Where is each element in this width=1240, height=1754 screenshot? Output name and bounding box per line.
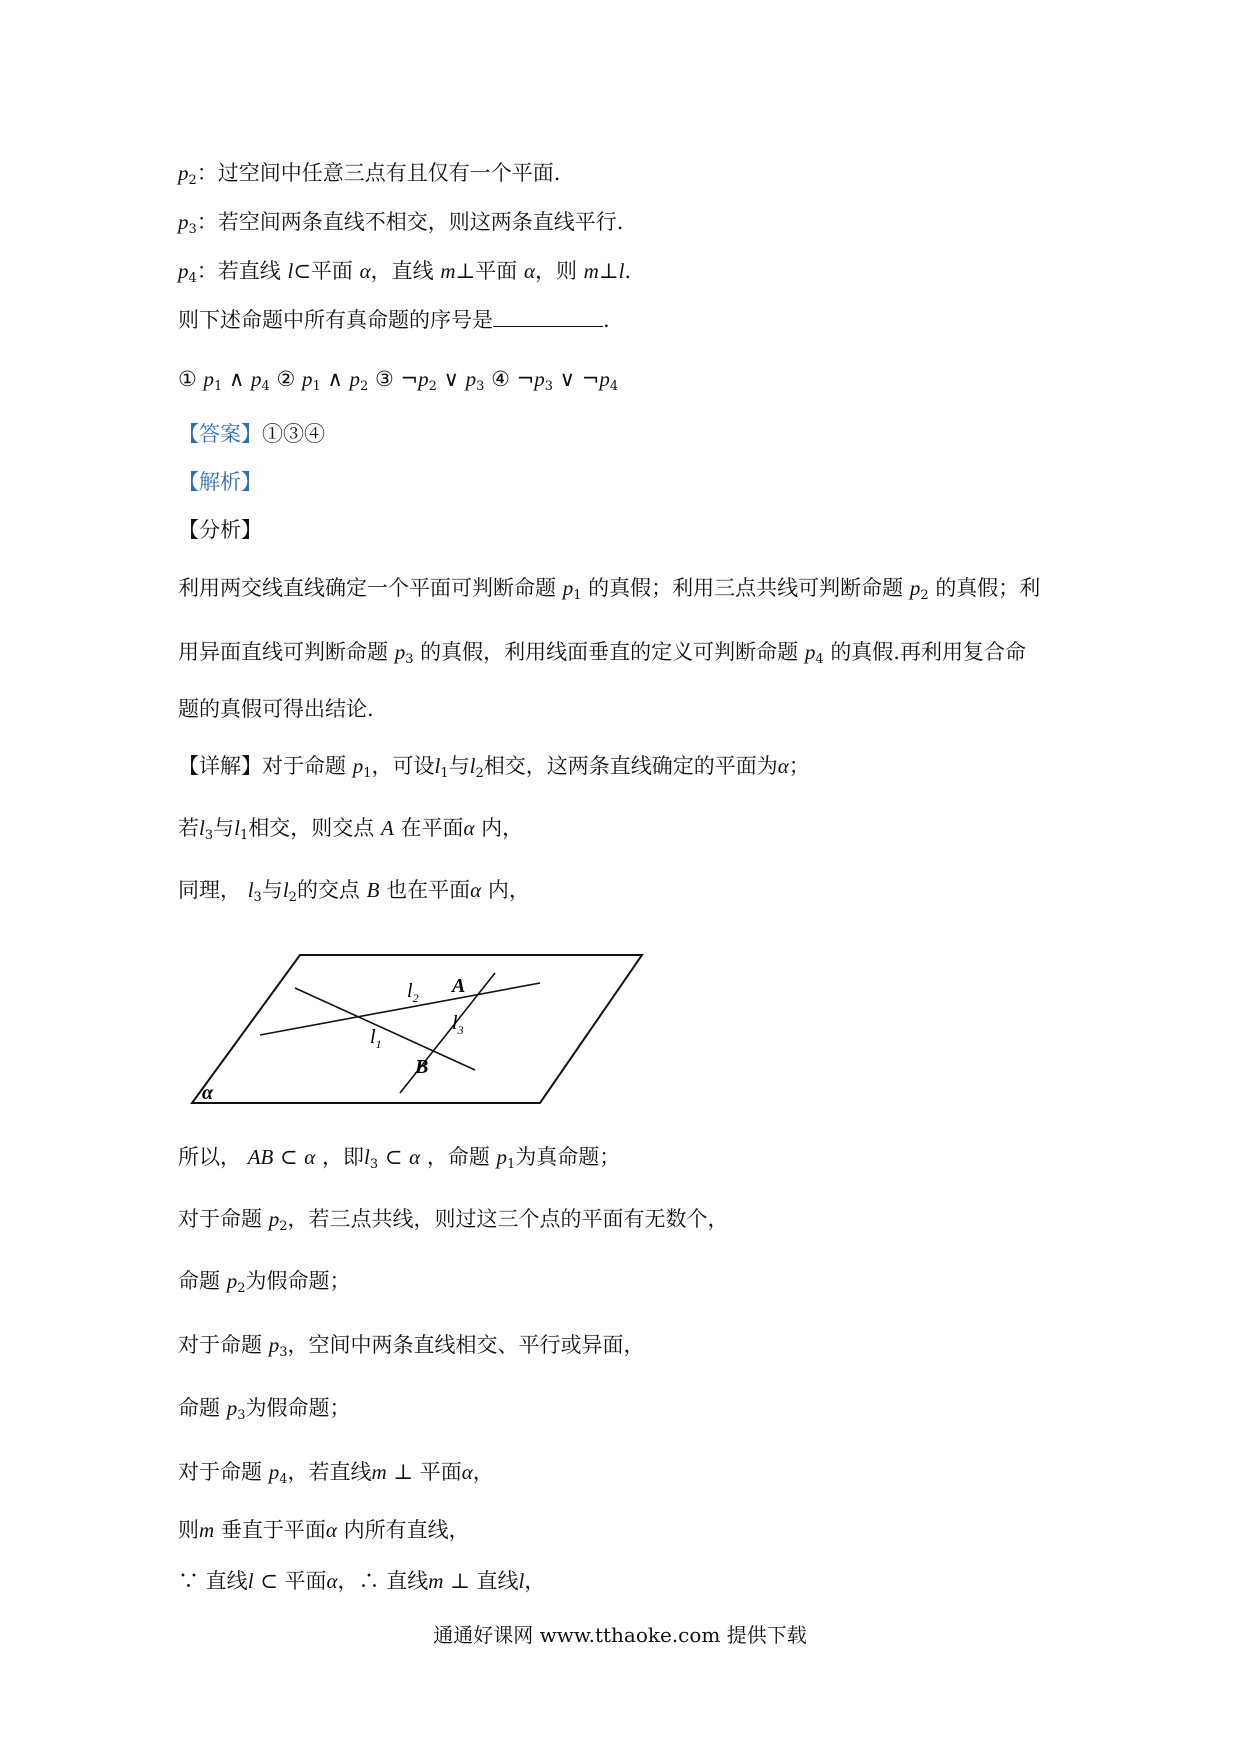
- p3-judgement-1: 对于命题 $p_3$，空间中两条直线相交、平行或异面，: [178, 1333, 645, 1360]
- label-A: A: [452, 975, 466, 997]
- label-l1: $l_1$: [370, 1026, 382, 1051]
- plane-alpha-outline: [192, 955, 642, 1103]
- analysis-line-1: 利用两交线直线确定一个平面可判断命题 $p_1$ 的真假；利用三点共线可判断命题 $p_2$ 的真假；利: [178, 576, 1041, 603]
- p3-judgement-2: 命题 $p_3$为假命题；: [178, 1396, 351, 1423]
- jiexi-label: 【解析】: [178, 470, 262, 494]
- answer-line: [178, 419, 325, 449]
- label-alpha: α: [202, 1082, 214, 1104]
- p2-judgement-1: 对于命题 $p_2$，若三点共线，则过这三个点的平面有无数个，: [178, 1207, 729, 1234]
- analysis-line-3: 题的真假可得出结论.: [178, 697, 374, 721]
- answer-blank: [493, 306, 603, 327]
- detail-line-1: 【详解】对于命题 $p_1$，可设$l_1$与$l_2$相交，这两条直线确定的平面为α；: [178, 754, 810, 781]
- p2-judgement-2: 命题 $p_2$为假命题；: [178, 1269, 351, 1296]
- final-line: ∵ 直线l ⊂ 平面α，∴ 直线m ⊥ 直线l，: [178, 1569, 546, 1593]
- p4-judgement-1: 对于命题 $p_4$，若直线m ⊥ 平面α，: [178, 1460, 494, 1487]
- page-footer: 通通好课网 www.tthaoke.com 提供下载: [433, 1623, 807, 1647]
- so-line: 所以， AB ⊂ α ，即$l_3$ ⊂ α ，命题 $p_1$为真命题；: [178, 1145, 621, 1172]
- detail-line-3: 同理， $l_3$与$l_2$的交点 B 也在平面α 内，: [178, 878, 530, 905]
- question-text: 则下述命题中所有真命题的序号是 .: [178, 308, 610, 332]
- fenxi-label: 【分析】: [178, 518, 262, 542]
- plane-lines-diagram: [190, 945, 650, 1115]
- m-perp-line: 则m 垂直于平面α 内所有直线，: [178, 1518, 470, 1542]
- analysis-line-2: 用异面直线可判断命题 $p_3$ 的真假，利用线面垂直的定义可判断命题 $p_4$ 的真假.再利用复合命: [178, 640, 1026, 667]
- answer-value: ①③④: [262, 422, 325, 446]
- proposition-p4: $p_4$：若直线 l⊂平面 α，直线 m⊥平面 α，则 m⊥l.: [178, 259, 632, 286]
- detail-line-2: 若$l_3$与$l_1$相交，则交点 A 在平面α 内，: [178, 816, 524, 843]
- answer-label: 【答案】: [178, 422, 262, 446]
- options-line: ① $p_1$ ∧ $p_4$ ② $p_1$ ∧ $p_2$ ③ $\neg p_2$ ∨ $p_3$ ④ $\neg p_3$ ∨ $\neg p_4$: [178, 367, 619, 394]
- label-l2: $l_2$: [407, 980, 419, 1005]
- label-l3: $l_3$: [452, 1012, 464, 1037]
- label-B: B: [415, 1056, 429, 1078]
- proposition-p3: $p_3$：若空间两条直线不相交，则这两条直线平行.: [178, 210, 624, 237]
- proposition-p2: $p_2$：过空间中任意三点有且仅有一个平面.: [178, 161, 561, 188]
